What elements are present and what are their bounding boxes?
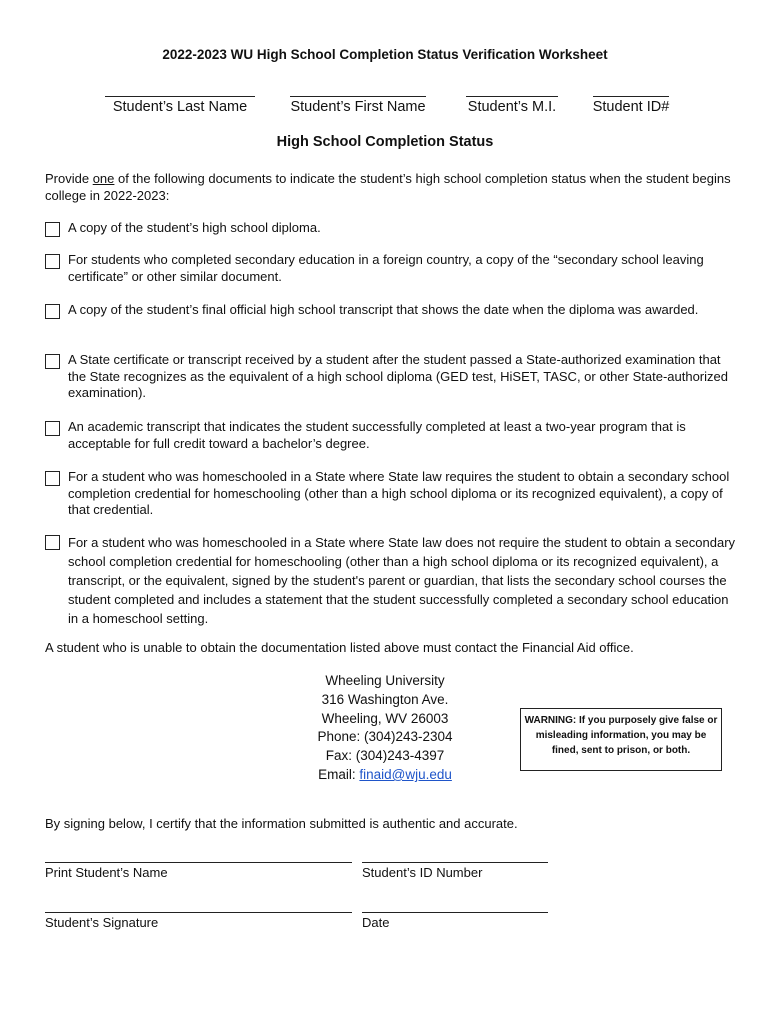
middle-initial-line[interactable] — [466, 86, 558, 97]
option-text: For a student who was homeschooled in a State where State law requires the student to obtain a secondary school completion credential for homeschooling (other than a high school diploma or its recognized equivalent), a copy of that credential. — [68, 469, 730, 517]
intro-text-after: of the following documents to indicate the student’s high school completion status when the student begins college in 2022-2023: — [45, 171, 731, 203]
checkbox-diploma[interactable] — [45, 222, 60, 237]
date-line[interactable] — [362, 912, 548, 913]
checkbox-foreign-certificate[interactable] — [45, 254, 60, 269]
phone-number: Phone: (304)243-2304 — [317, 729, 453, 745]
print-name-line[interactable] — [45, 862, 352, 863]
student-id-label: Student ID# — [592, 99, 670, 115]
option-text: For a student who was homeschooled in a State where State law does not require the student to obtain a secondary school completion credential for homeschooling (other than a high school diploma or its recognized equivalent), a transcript, or the equivalent, signed by the student's parent or guardian, that lists the secondary school courses the student completed and includes a statement that the student successfully completed a secondary school education in a homeschool setting. — [68, 535, 736, 626]
university-name: Wheeling University — [325, 673, 445, 688]
contact-note: A student who is unable to obtain the documentation listed above must contact the Financial Aid office. — [45, 640, 634, 655]
checkbox-transcript[interactable] — [45, 304, 60, 319]
fax-number: Fax: (304)243-4397 — [325, 748, 445, 764]
middle-initial-field[interactable] — [458, 86, 566, 115]
checkbox-academic-transcript[interactable] — [45, 421, 60, 436]
street-address: 316 Washington Ave. — [321, 691, 449, 707]
first-name-line[interactable] — [290, 86, 426, 97]
contact-address — [292, 672, 478, 785]
last-name-field[interactable] — [104, 86, 256, 115]
checkbox-homeschool-transcript[interactable] — [45, 535, 60, 550]
checkbox-state-certificate[interactable] — [45, 354, 60, 369]
document-title: 2022-2023 WU High School Completion Status Verification Worksheet — [162, 47, 608, 62]
checkbox-homeschool-credential[interactable] — [45, 471, 60, 486]
last-name-line[interactable] — [105, 86, 255, 97]
option-text: A State certificate or transcript received by a student after the student passed a State-authorized examination that the State recognizes as the equivalent of a high school diploma (GED test, HiSET, TASC, or other State-authorized examination). — [68, 352, 728, 400]
email-label: Email: — [318, 766, 360, 782]
middle-initial-label: Student’s M.I. — [467, 99, 557, 115]
intro-paragraph — [45, 170, 735, 204]
signature-line[interactable] — [45, 912, 352, 913]
id-number-line[interactable] — [362, 862, 548, 863]
certification-statement: By signing below, I certify that the information submitted is authentic and accurate. — [45, 816, 518, 831]
option-text: For students who completed secondary education in a foreign country, a copy of the “secondary school leaving certificate” or other similar document. — [68, 252, 704, 284]
signature-label: Student’s Signature — [45, 915, 159, 930]
section-title: High School Completion Status — [276, 134, 494, 150]
option-text: An academic transcript that indicates the student successfully completed at least a two-year program that is acceptable for full credit toward a bachelor’s degree. — [68, 419, 686, 451]
last-name-label: Student’s Last Name — [112, 99, 248, 115]
email-line — [292, 766, 478, 785]
warning-box: WARNING: If you purposely give false or misleading information, you may be fined, sent to prison, or both. — [520, 708, 722, 771]
email-link[interactable]: finaid@wju.edu — [359, 766, 452, 782]
first-name-field[interactable] — [285, 86, 431, 115]
id-number-label: Student’s ID Number — [362, 865, 483, 880]
option-text: A copy of the student’s final official high school transcript that shows the date when the diploma was awarded. — [68, 302, 699, 317]
intro-emphasis: one — [92, 171, 115, 186]
first-name-label: Student’s First Name — [290, 99, 426, 115]
option-text: A copy of the student’s high school diploma. — [68, 220, 321, 235]
city-state-zip: Wheeling, WV 26003 — [321, 710, 449, 726]
date-label: Date — [362, 915, 390, 930]
intro-text-before: Provide — [45, 171, 93, 186]
student-id-field[interactable] — [584, 86, 678, 115]
student-id-line[interactable] — [593, 86, 669, 97]
print-name-label: Print Student’s Name — [45, 865, 168, 880]
